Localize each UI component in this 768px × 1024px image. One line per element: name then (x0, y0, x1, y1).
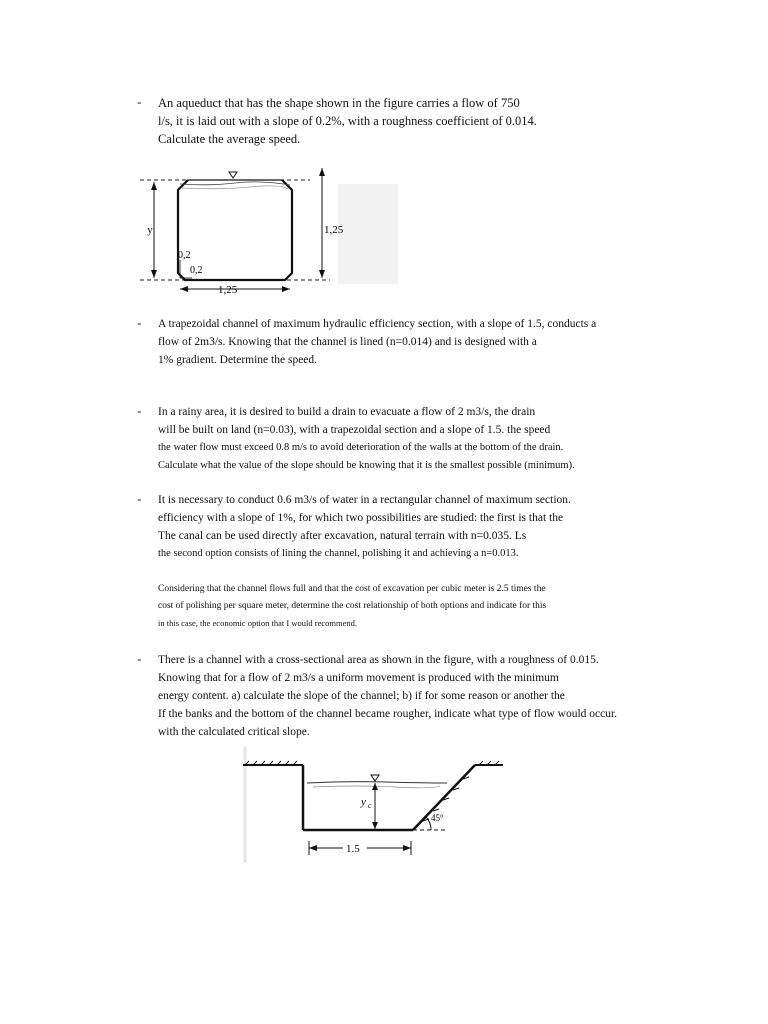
problem-4-bullet: - (137, 491, 142, 506)
problem-1-line-2: l/s, it is laid out with a slope of 0.2%, with a roughness coefficient of 0.014. (158, 114, 537, 128)
problem-4-cont-line-1: Considering that the channel flows full and that the cost of excavation per cubic meter is 2.5 times the (158, 584, 546, 594)
fig1-y-label: y (147, 224, 153, 236)
problem-5-line-1: There is a channel with a cross-sectional area as shown in the figure, with a roughness of 0.015. (158, 654, 599, 666)
problem-2-line-1: A trapezoidal channel of maximum hydraulic efficiency section, with a slope of 1.5, conducts a (158, 318, 597, 330)
problem-5-line-5: with the calculated critical slope. (158, 726, 310, 738)
problem-4-line-1: It is necessary to conduct 0.6 m3/s of water in a rectangular channel of maximum section. (158, 494, 571, 506)
problem-5-line-4: If the banks and the bottom of the channel became rougher, indicate what type of flow would occur. (158, 708, 618, 720)
problem-3-line-1: In a rainy area, it is desired to build a drain to evacuate a flow of 2 m3/s, the drain (158, 406, 536, 418)
problem-4-line-4: the second option consists of lining the channel, polishing it and achieving a n=0.013. (158, 548, 519, 559)
problem-1-line-1: An aqueduct that has the shape shown in the figure carries a flow of 750 (158, 96, 520, 110)
problem-1-line-3: Calculate the average speed. (158, 132, 301, 146)
problem-4-cont-line-2: cost of polishing per square meter, determine the cost relationship of both options and indicate for this (158, 601, 547, 611)
fig1-chamfer-h-label: 0,2 (190, 265, 203, 276)
problem-3-line-2: will be built on land (n=0.03), with a trapezoidal section and a slope of 1.5. the speed (158, 424, 551, 436)
problem-4-cont-line-3: in this case, the economic option that I would recommend. (158, 618, 357, 628)
fig2-depth-label: y (361, 796, 366, 808)
problem-2-bullet: - (137, 315, 142, 330)
problem-5-line-2: Knowing that for a flow of 2 m3/s a uniform movement is produced with the minimum (158, 672, 559, 684)
fig2-width-label: 1.5 (346, 843, 360, 855)
problem-3-bullet: - (137, 403, 142, 418)
fig1-height-label: 1,25 (324, 224, 344, 236)
problem-3-line-4: Calculate what the value of the slope should be knowing that it is the smallest possible (minimum). (158, 460, 575, 471)
fig1-width-label: 1,25 (218, 284, 238, 296)
fig2-depth-sub-label: c (368, 801, 372, 810)
problem-5-line-3: energy content. a) calculate the slope of the channel; b) if for some reason or another the (158, 690, 565, 702)
problem-3-line-3: the water flow must exceed 0.8 m/s to avoid deterioration of the walls at the bottom of the drain. (158, 442, 564, 453)
problem-4-line-2: efficiency with a slope of 1%, for which two possibilities are studied: the first is that the (158, 512, 564, 524)
problem-2-line-2: flow of 2m3/s. Knowing that the channel is lined (n=0.014) and is designed with a (158, 336, 537, 348)
fig2-angle-label: 45° (431, 813, 444, 823)
problem-1-bullet: - (137, 94, 142, 109)
problem-2-line-3: 1% gradient. Determine the speed. (158, 354, 318, 366)
fig1-chamfer-v-label: 0,2 (178, 250, 191, 261)
channel-section-figure (235, 745, 505, 865)
problem-5-bullet: - (137, 651, 142, 666)
problem-4-line-3: The canal can be used directly after excavation, natural terrain with n=0.035. Ls (158, 530, 527, 542)
aqueduct-section-figure (110, 160, 410, 305)
